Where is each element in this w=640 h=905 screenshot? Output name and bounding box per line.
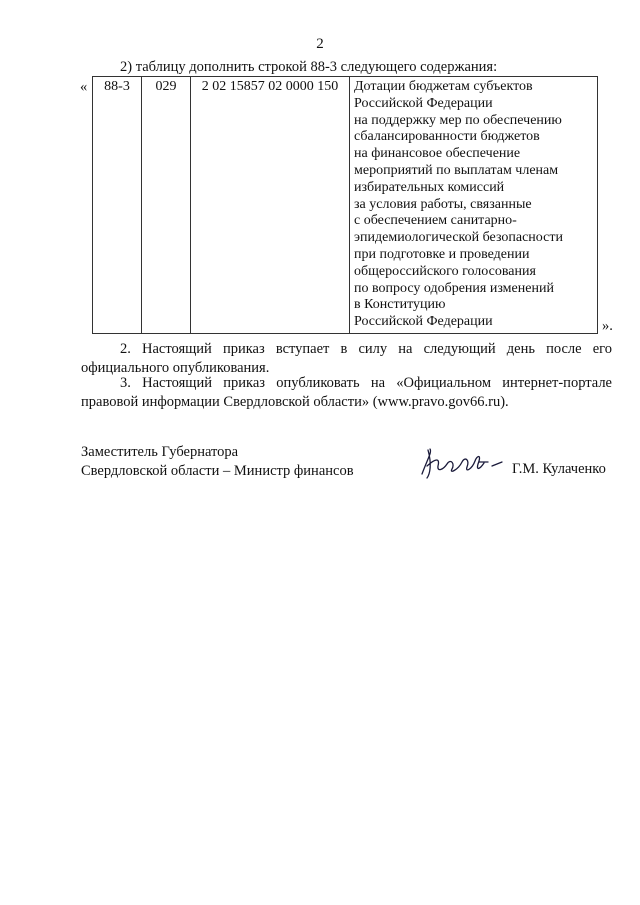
budget-code-cell: 2 02 15857 02 0000 150 <box>191 77 350 334</box>
income-name-line: общероссийского голосования <box>354 263 536 279</box>
income-name-line: сбалансированности бюджетов <box>354 129 540 145</box>
income-name-line: Дотации бюджетам субъектов <box>354 79 533 94</box>
income-name-line: в Конституцию <box>354 297 446 313</box>
row-number-cell: 88-3 <box>93 77 142 334</box>
income-name-line: избирательных комиссий <box>354 179 505 195</box>
income-name-line: при подготовке и проведении <box>354 246 530 262</box>
income-name-line: по вопросу одобрения изменений <box>354 280 554 296</box>
income-name-cell <box>350 77 598 334</box>
income-name-line: Российской Федерации <box>354 314 493 330</box>
signer-name: Г.М. Кулаченко <box>512 461 606 477</box>
paragraph-line: 3. Настоящий приказ опубликовать на «Официальном интернет-портале <box>120 375 612 391</box>
admin-code-cell: 029 <box>142 77 191 334</box>
signer-title <box>81 443 354 481</box>
paragraph-effective-date <box>81 340 612 377</box>
income-name-line: с обеспечением санитарно- <box>354 213 517 229</box>
paragraph-publication <box>81 374 612 411</box>
opening-quote: « <box>80 79 88 95</box>
handwritten-signature <box>418 444 508 484</box>
paragraph-line: официального опубликования. <box>81 359 270 376</box>
paragraph-line: 2. Настоящий приказ вступает в силу на следующий день после его <box>120 341 612 357</box>
table-row <box>93 77 598 334</box>
closing-quote: ». <box>602 318 613 334</box>
income-name-line: эпидемиологической безопасности <box>354 230 563 246</box>
income-name-line: на финансовое обеспечение <box>354 146 521 162</box>
paragraph-line: правовой информации Свердловской области» (www.pravo.gov66.ru). <box>81 393 509 410</box>
amendment-table <box>92 76 598 334</box>
signer-title-line: Заместитель Губернатора <box>81 444 239 460</box>
income-name-line: за условия работы, связанные <box>354 196 532 212</box>
signer-title-line: Свердловской области – Министр финансов <box>81 463 354 479</box>
page-number: 2 <box>316 36 324 52</box>
income-name-line: Российской Федерации <box>354 95 493 111</box>
amendment-intro: 2) таблицу дополнить строкой 88-3 следующего содержания: <box>120 59 498 75</box>
income-name-line: мероприятий по выплатам членам <box>354 162 559 178</box>
income-name-line: на поддержку мер по обеспечению <box>354 112 562 128</box>
